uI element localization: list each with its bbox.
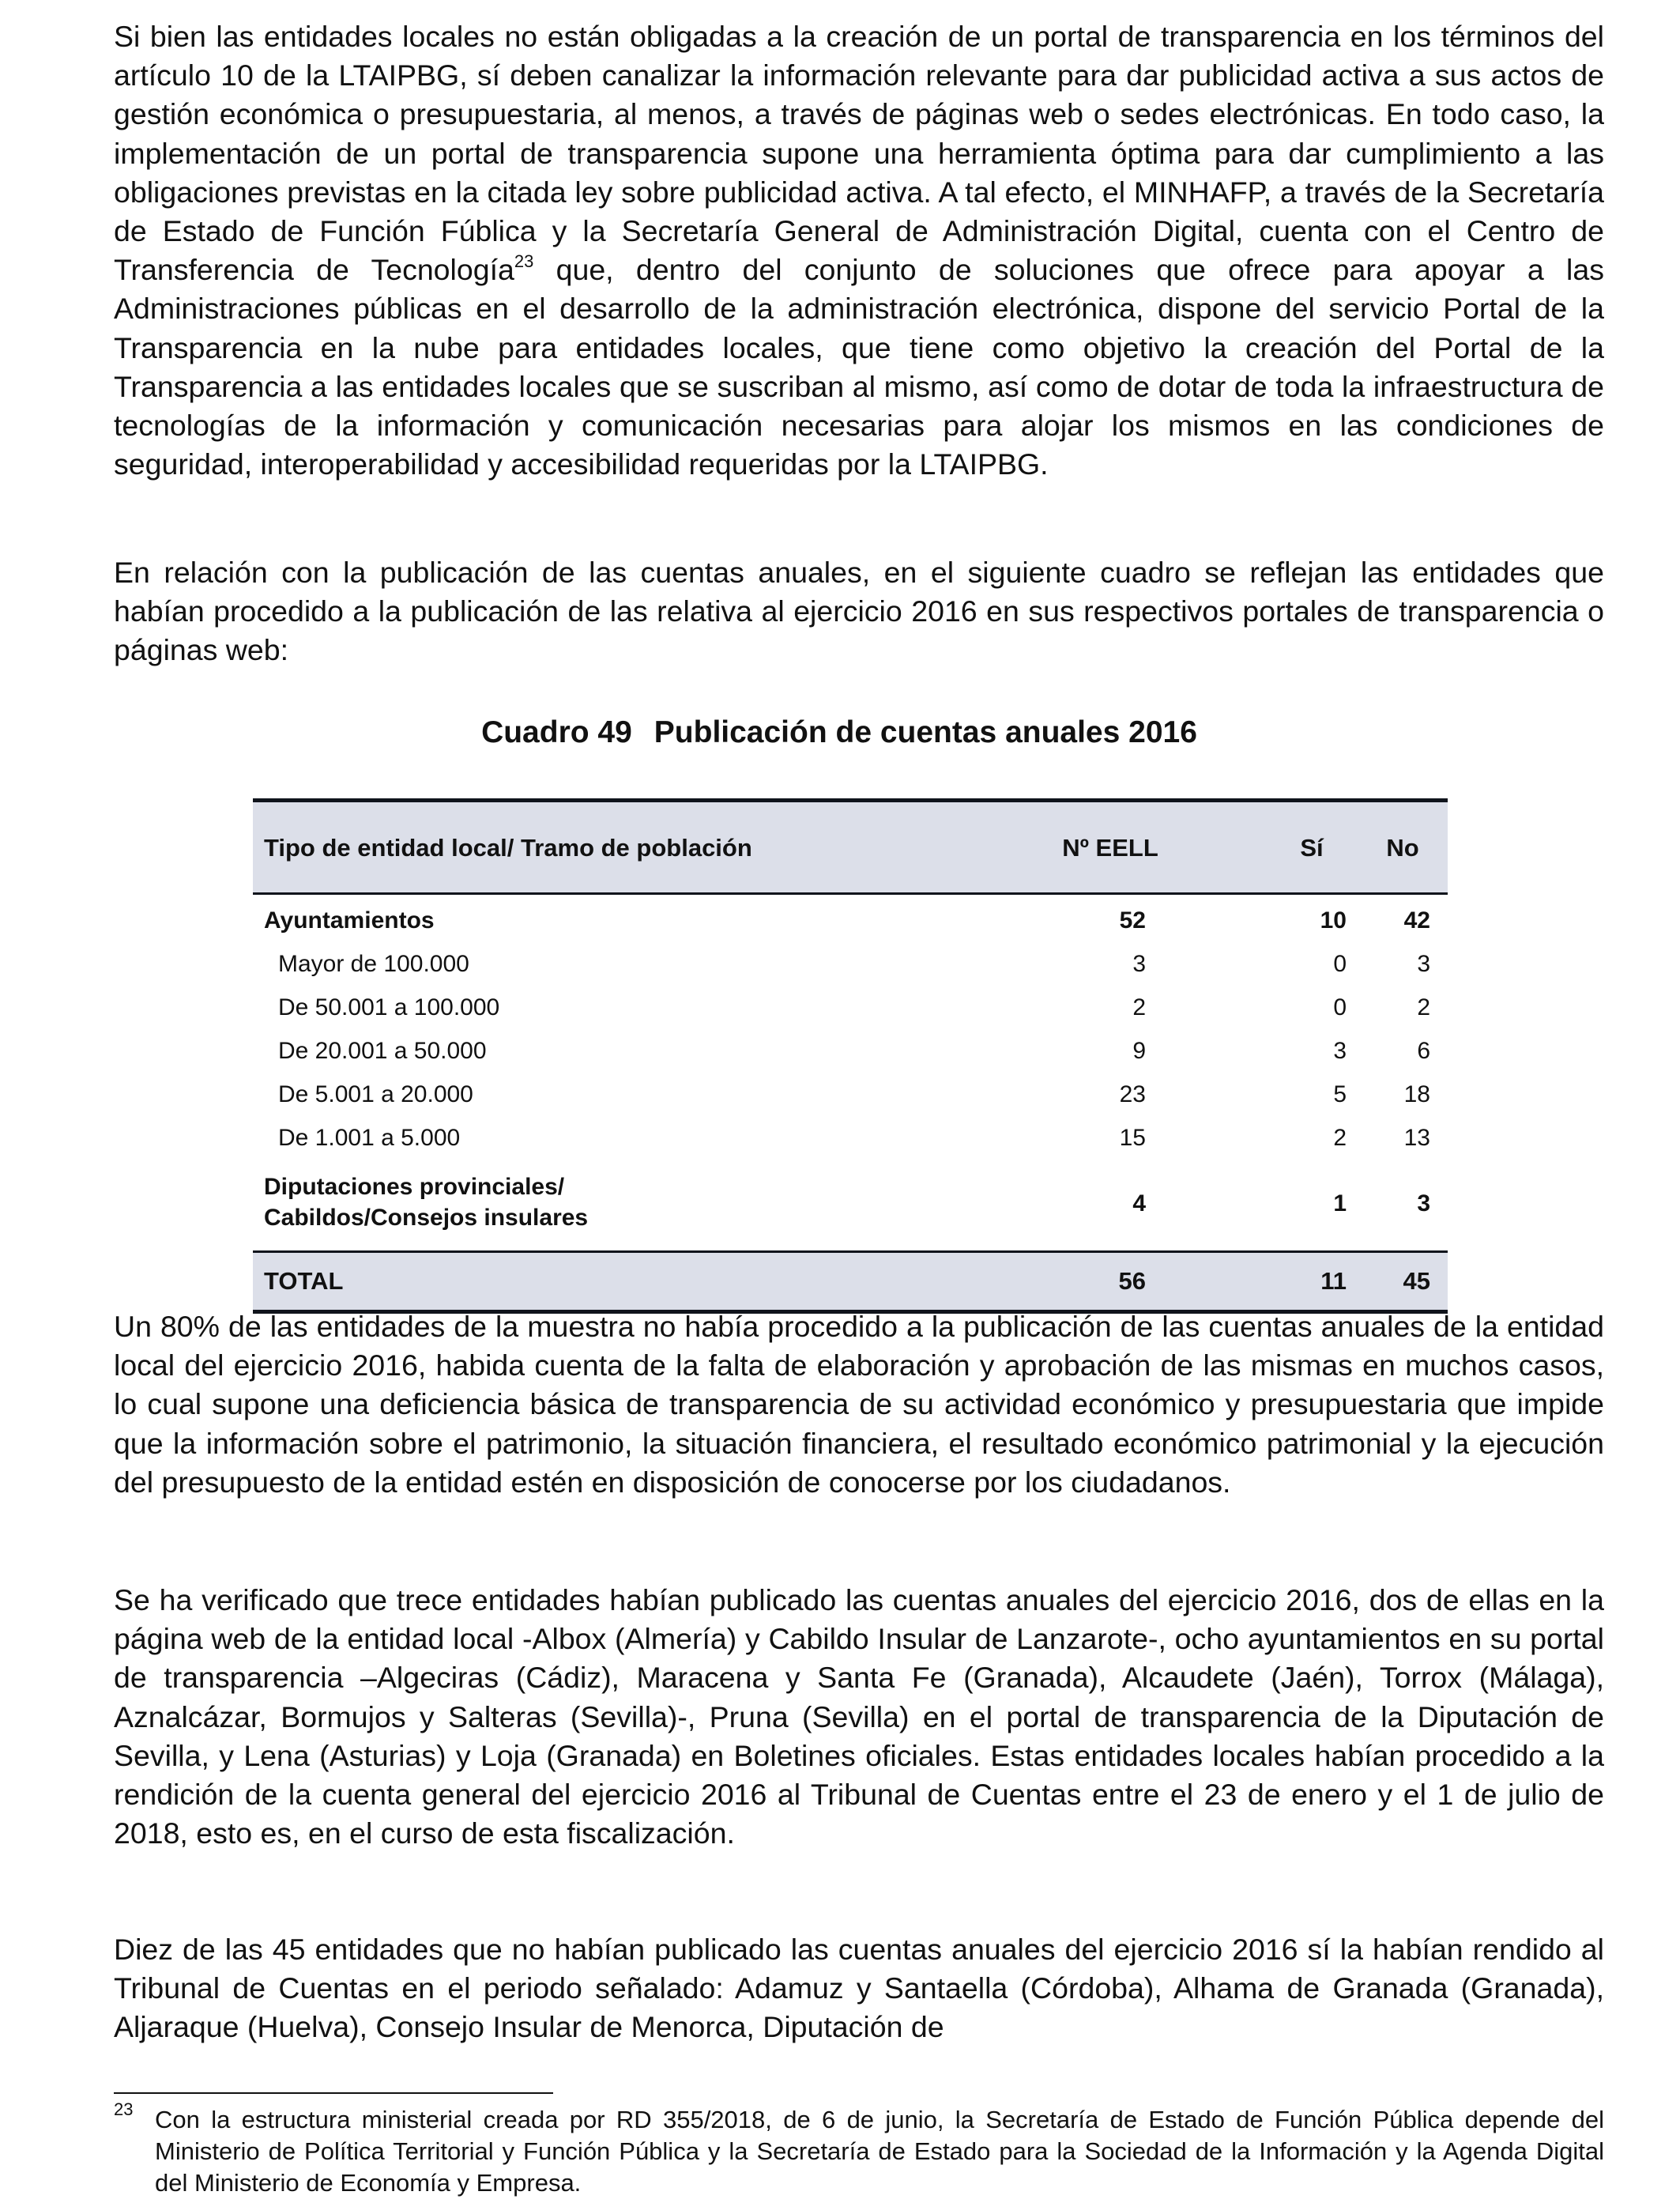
cell-no: 6 — [1417, 1038, 1430, 1064]
header-no: No — [1386, 834, 1419, 862]
total-eell: 56 — [1118, 1267, 1146, 1295]
header-tipo-entidad: Tipo de entidad local/ Tramo de población — [264, 834, 752, 862]
paragraph-trece-entidades: Se ha verificado que trece entidades habían publicado las cuentas anuales del ejercicio 2016, dos de ellas en la página web de la entidad local -Albox (Almería) y Cabildo Insular de Lanzarote-, ocho ayuntamientos en su portal de transparencia –Algeciras (Cádiz), Maracena y Santa Fe (Granada), Alcaudete (Jaén), Torrox (Málaga), Aznalcázar, Bormujos y Salteras (Sevilla)-, Pruna (Sevilla) en el portal de transparencia de la Diputación de Sevilla, y Lena (Asturias) y Loja (Granada) en Boletines oficiales. Estas entidades locales habían procedido a la rendición de la cuenta general del ejercicio 2016 al Tribunal de Cuentas entre el 23 de enero y el 1 de julio de 2018, esto es, en el curso de esta fiscalización. — [114, 1583, 1604, 1850]
footnote-number: 23 — [114, 2099, 134, 2119]
cell-eell: 9 — [1132, 1038, 1146, 1064]
paragraph-intro-table: En relación con la publicación de las cuentas anuales, en el siguiente cuadro se reflejan las entidades que habían procedido a la publicación de las relativa al ejercicio 2016 en sus respectivos portales de transparencia o páginas web: — [114, 556, 1604, 667]
cell-eell: 23 — [1119, 1081, 1146, 1107]
table-row — [253, 943, 1448, 986]
table-header — [253, 798, 1448, 895]
cell-no: 3 — [1417, 951, 1430, 977]
cell-si: 1 — [1333, 1190, 1347, 1216]
paragraph-diez-entidades: Diez de las 45 entidades que no habían publicado las cuentas anuales del ejercicio 2016 sí la habían rendido al Tribunal de Cuentas en el periodo señalado: Adamuz y Santaella (Córdoba), Alhama de Granada (Granada), Aljaraque (Huelva), Consejo Insular de Menorca, Diputación de — [114, 1933, 1604, 2044]
row-label: Ayuntamientos — [264, 907, 435, 934]
cell-si: 2 — [1333, 1125, 1347, 1151]
row-label: De 20.001 a 50.000 — [278, 1038, 487, 1064]
table-row — [253, 900, 1448, 943]
cell-si: 10 — [1320, 907, 1347, 934]
total-si: 11 — [1320, 1267, 1347, 1295]
data-table — [253, 798, 1448, 1314]
paragraph-text: que, dentro del conjunto de soluciones que ofrece para apoyar a las Administraciones públicas en el desarrollo de la administración electrónica, dispone del servicio Portal de la Transparencia en la nube para entidades locales, que tiene como objetivo la creación del Portal de la Transparencia a las entidades locales que se suscriban al mismo, así como de dotar de toda la infraestructura de tecnologías de la información y comunicación necesarias para alojar los mismos en las condiciones de seguridad, interoperabilidad y accesibilidad requeridas por la LTAIPBG. — [114, 253, 1604, 481]
header-num-eell: Nº EELL — [1062, 834, 1158, 862]
cell-eell: 52 — [1119, 907, 1146, 934]
cell-no: 13 — [1403, 1125, 1430, 1151]
cell-no: 42 — [1403, 907, 1430, 934]
footnote-reference[interactable]: 23 — [514, 251, 534, 272]
paragraph-text: Si bien las entidades locales no están obligadas a la creación de un portal de transparencia en los términos del artículo 10 de la LTAIPBG, sí deben canalizar la información relevante para dar publicidad activa a sus actos de gestión económica o presupuestaria, al menos, a través de páginas web o sedes electrónicas. En todo caso, la implementación de un portal de transparencia supone una herramienta óptima para dar cumplimiento a las obligaciones previstas en la citada ley sobre publicidad activa. A tal efecto, el MINHAFP, a través de la Secretaría de Estado de Función Fública y la Secretaría General de Administración Digital, cuenta con el Centro de Transferencia de Tecnología — [114, 20, 1604, 287]
row-label: De 5.001 a 20.000 — [278, 1081, 473, 1107]
row-label: Mayor de 100.000 — [278, 951, 469, 977]
total-label: TOTAL — [264, 1267, 344, 1295]
cell-eell: 4 — [1132, 1190, 1146, 1216]
cell-no: 3 — [1417, 1190, 1430, 1216]
footnote-separator — [114, 2092, 553, 2094]
table-caption-number: Cuadro 49 — [481, 715, 632, 749]
paragraph-80-percent: Un 80% de las entidades de la muestra no había procedido a la publicación de las cuentas anuales de la entidad local del ejercicio 2016, habida cuenta de la falta de elaboración y aprobación de las mismas en muchos casos, lo cual supone una deficiencia básica de transparencia de su actividad económico y presupuestaria que impide que la información sobre el patrimonio, la situación financiera, el resultado económico patrimonial y la ejecución del presupuesto de la entidad estén en disposición de conocerse por los ciudadanos. — [114, 1310, 1604, 1499]
table-caption-title: Publicación de cuentas anuales 2016 — [654, 715, 1197, 749]
row-label-line: Diputaciones provinciales/ — [264, 1174, 565, 1200]
cell-eell: 2 — [1132, 994, 1146, 1020]
cell-eell: 15 — [1119, 1125, 1146, 1151]
row-label: De 50.001 a 100.000 — [278, 994, 500, 1020]
cell-si: 0 — [1333, 951, 1347, 977]
paragraph-portal-transparencia — [114, 17, 1604, 484]
table-row — [253, 1030, 1448, 1073]
table-row — [253, 1117, 1448, 1160]
row-label: De 1.001 a 5.000 — [278, 1125, 461, 1151]
table-row — [253, 986, 1448, 1030]
header-si: Sí — [1300, 834, 1324, 862]
footnote-text: Con la estructura ministerial creada por RD 355/2018, de 6 de junio, la Secretaría de Estado de Función Pública depende del Ministerio de Política Territorial y Función Pública y la Secretaría de Estado para la Sociedad de la Información y la Agenda Digital del Ministerio de Economía y Empresa. — [155, 2106, 1604, 2197]
cell-si: 5 — [1333, 1081, 1347, 1107]
cell-eell: 3 — [1132, 951, 1146, 977]
cell-no: 2 — [1417, 994, 1430, 1020]
cell-si: 0 — [1333, 994, 1347, 1020]
table-total-row — [253, 1250, 1448, 1314]
table-row — [253, 1160, 1448, 1250]
total-no: 45 — [1403, 1267, 1430, 1295]
cell-no: 18 — [1403, 1081, 1430, 1107]
cell-si: 3 — [1333, 1038, 1347, 1064]
table-row — [253, 1073, 1448, 1117]
row-label — [264, 1171, 588, 1233]
table-caption — [114, 713, 1565, 752]
row-label-line: Cabildos/Consejos insulares — [264, 1205, 589, 1231]
